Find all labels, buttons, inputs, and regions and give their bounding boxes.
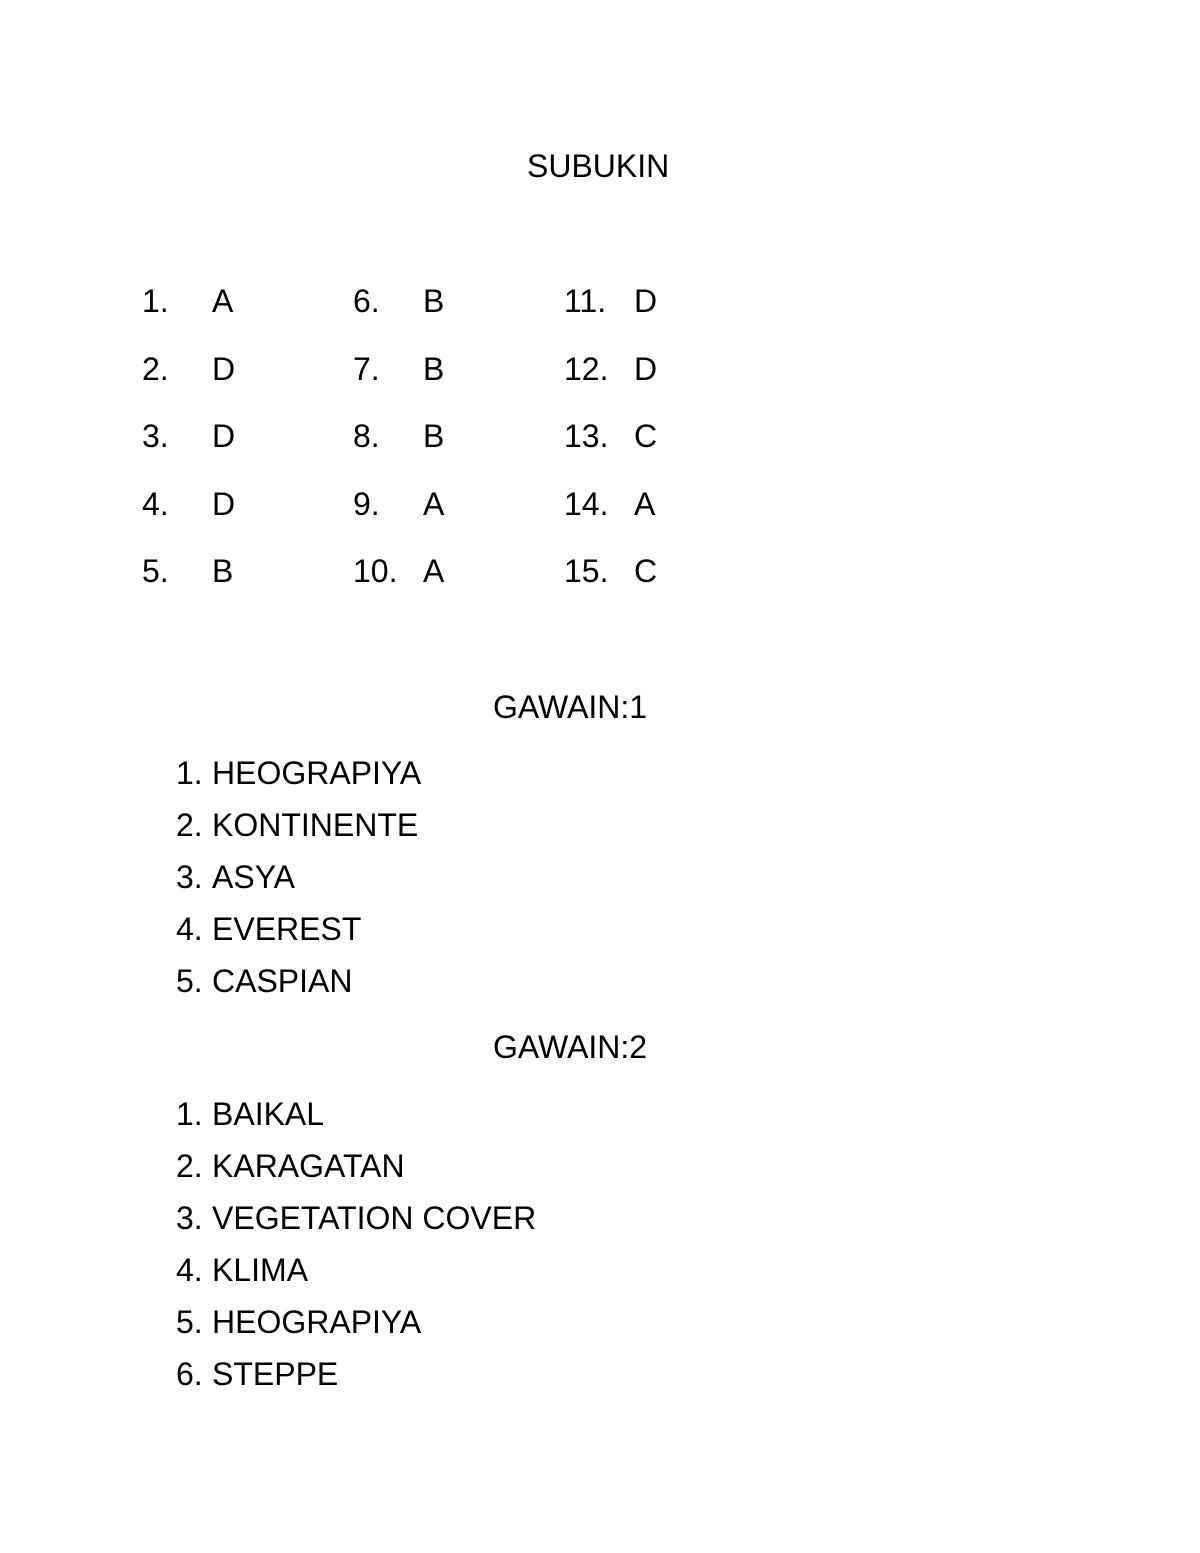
answer-number: 14. bbox=[564, 486, 609, 522]
answer-letter: B bbox=[423, 283, 445, 319]
answer-number: 3. bbox=[142, 418, 169, 454]
answer-letter: C bbox=[634, 553, 658, 589]
list-item-number: 6. bbox=[176, 1356, 203, 1392]
list-item bbox=[176, 909, 421, 961]
answer-letter: C bbox=[634, 418, 658, 454]
answer-number: 7. bbox=[353, 351, 380, 387]
answer-number: 11. bbox=[564, 283, 607, 319]
answer-letter: D bbox=[634, 283, 658, 319]
gawain2-title: GAWAIN:2 bbox=[493, 1029, 648, 1065]
answer-letter: D bbox=[212, 351, 236, 387]
answer-number: 8. bbox=[353, 418, 380, 454]
list-item-text: BAIKAL bbox=[212, 1096, 325, 1132]
answer-letter: B bbox=[212, 553, 234, 589]
answer-number: 2. bbox=[142, 351, 169, 387]
list-item-text: EVEREST bbox=[212, 911, 362, 947]
list-item-number: 4. bbox=[176, 911, 203, 947]
answer-number: 4. bbox=[142, 486, 169, 522]
answer-number: 5. bbox=[142, 553, 169, 589]
list-item bbox=[176, 1146, 536, 1198]
answer-letter: A bbox=[634, 486, 656, 522]
answer-number: 9. bbox=[353, 486, 380, 522]
list-item-number: 2. bbox=[176, 1148, 203, 1184]
list-item-text: STEPPE bbox=[212, 1356, 339, 1392]
list-item-number: 2. bbox=[176, 807, 203, 843]
list-item-number: 3. bbox=[176, 859, 203, 895]
gawain2-list bbox=[176, 1094, 536, 1406]
list-item bbox=[176, 961, 421, 1013]
list-item bbox=[176, 805, 421, 857]
list-item bbox=[176, 1302, 536, 1354]
answer-number: 6. bbox=[353, 283, 380, 319]
list-item-text: KLIMA bbox=[212, 1252, 309, 1288]
gawain1-list bbox=[176, 753, 421, 1013]
subukin-title: SUBUKIN bbox=[527, 148, 670, 184]
list-item-number: 1. bbox=[176, 755, 203, 791]
gawain1-title: GAWAIN:1 bbox=[493, 689, 648, 725]
answer-letter: D bbox=[634, 351, 658, 387]
answer-number: 10. bbox=[353, 553, 398, 589]
list-item-text: KONTINENTE bbox=[212, 807, 419, 843]
list-item bbox=[176, 857, 421, 909]
answer-number: 15. bbox=[564, 553, 609, 589]
list-item-text: HEOGRAPIYA bbox=[212, 1304, 422, 1340]
list-item-number: 3. bbox=[176, 1200, 203, 1236]
list-item-number: 5. bbox=[176, 963, 203, 999]
answer-letter: B bbox=[423, 351, 445, 387]
answer-number: 12. bbox=[564, 351, 609, 387]
answer-letter: A bbox=[423, 553, 445, 589]
list-item bbox=[176, 753, 421, 805]
list-item-text: VEGETATION COVER bbox=[212, 1200, 537, 1236]
answer-letter: A bbox=[423, 486, 445, 522]
list-item bbox=[176, 1250, 536, 1302]
list-item bbox=[176, 1354, 536, 1406]
list-item-number: 5. bbox=[176, 1304, 203, 1340]
list-item-text: HEOGRAPIYA bbox=[212, 755, 422, 791]
list-item-text: CASPIAN bbox=[212, 963, 353, 999]
list-item-number: 4. bbox=[176, 1252, 203, 1288]
answer-letter: A bbox=[212, 283, 234, 319]
answer-letter: D bbox=[212, 486, 236, 522]
list-item bbox=[176, 1198, 536, 1250]
answer-letter: D bbox=[212, 418, 236, 454]
list-item-text: ASYA bbox=[212, 859, 295, 895]
list-item-number: 1. bbox=[176, 1096, 203, 1132]
answer-letter: B bbox=[423, 418, 445, 454]
list-item-text: KARAGATAN bbox=[212, 1148, 405, 1184]
answer-number: 13. bbox=[564, 418, 609, 454]
answer-number: 1. bbox=[142, 283, 169, 319]
list-item bbox=[176, 1094, 536, 1146]
